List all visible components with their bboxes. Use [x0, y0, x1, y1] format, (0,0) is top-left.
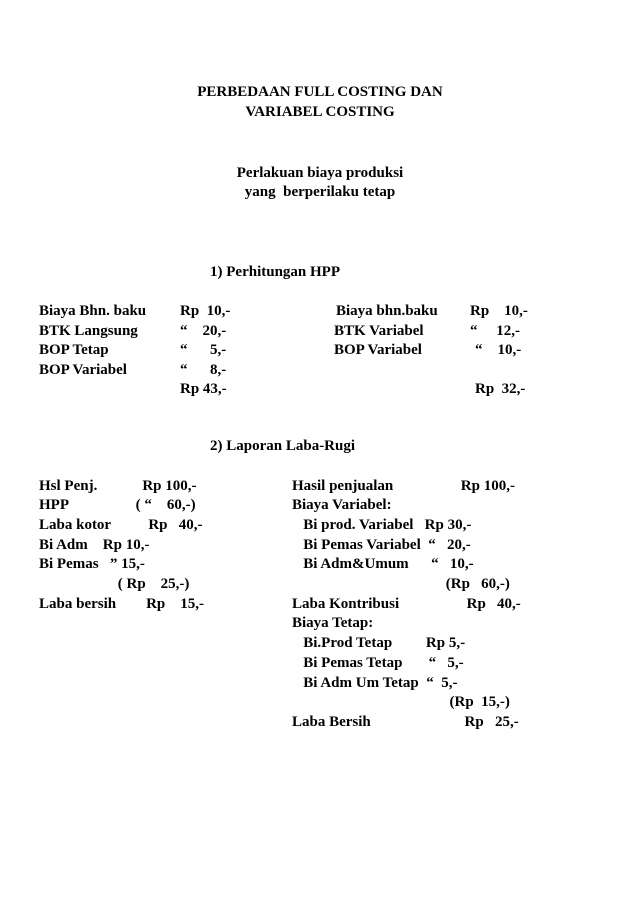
labarugi-variable-line: Biaya Tetap: [292, 615, 374, 631]
labarugi-full-line: ( Rp 25,-) [39, 576, 190, 592]
labarugi-variable-line: Bi Pemas Tetap “ 5,- [292, 655, 464, 671]
labarugi-variable-line: Bi Adm&Umum “ 10,- [292, 556, 474, 572]
section-2-heading: 2) Laporan Laba-Rugi [210, 438, 356, 454]
labarugi-variable-line: Laba Kontribusi Rp 40,- [292, 596, 521, 612]
labarugi-full-line: HPP ( “ 60,-) [39, 497, 196, 513]
labarugi-full-line: Laba kotor Rp 40,- [39, 517, 203, 533]
subtitle-line-2: yang berperilaku tetap [244, 184, 396, 200]
labarugi-variable-line: (Rp 15,-) [292, 694, 510, 710]
labarugi-variable-line: (Rp 60,-) [292, 576, 510, 592]
hpp-variable-total: Rp 32,- [475, 381, 526, 397]
labarugi-variable-line: Bi Pemas Variabel “ 20,- [292, 537, 471, 553]
hpp-variable-value: “ 10,- [475, 342, 522, 358]
labarugi-full-line: Bi Adm Rp 10,- [39, 537, 150, 553]
labarugi-variable-line: Bi.Prod Tetap Rp 5,- [292, 635, 466, 651]
hpp-variable-label: BOP Variabel [334, 342, 422, 358]
labarugi-full-line: Bi Pemas ” 15,- [39, 556, 145, 572]
hpp-full-value: “ 8,- [180, 362, 227, 378]
labarugi-variable-line: Laba Bersih Rp 25,- [292, 714, 519, 730]
hpp-full-label: BOP Tetap [39, 342, 109, 358]
hpp-full-value: Rp 10,- [180, 303, 231, 319]
hpp-variable-label: BTK Variabel [334, 323, 424, 339]
hpp-variable-label: Biaya bhn.baku [336, 303, 438, 319]
hpp-full-value: “ 20,- [180, 323, 227, 339]
hpp-full-label: BOP Variabel [39, 362, 127, 378]
hpp-full-label: Biaya Bhn. baku [39, 303, 147, 319]
page-title-line-1: PERBEDAAN FULL COSTING DAN [197, 84, 443, 100]
labarugi-variable-line: Biaya Variabel: [292, 497, 392, 513]
hpp-variable-value: Rp 10,- [470, 303, 528, 319]
hpp-full-total: Rp 43,- [180, 381, 227, 397]
hpp-full-value: “ 5,- [180, 342, 227, 358]
page-title-line-2: VARIABEL COSTING [245, 104, 395, 120]
hpp-full-label: BTK Langsung [39, 323, 138, 339]
labarugi-variable-line: Bi Adm Um Tetap “ 5,- [292, 675, 458, 691]
labarugi-variable-line: Hasil penjualan Rp 100,- [292, 478, 515, 494]
labarugi-variable-line: Bi prod. Variabel Rp 30,- [292, 517, 472, 533]
hpp-variable-value: “ 12,- [470, 323, 520, 339]
subtitle-line-1: Perlakuan biaya produksi [236, 165, 404, 181]
section-1-heading: 1) Perhitungan HPP [210, 264, 340, 280]
labarugi-full-line: Laba bersih Rp 15,- [39, 596, 205, 612]
labarugi-full-line: Hsl Penj. Rp 100,- [39, 478, 197, 494]
